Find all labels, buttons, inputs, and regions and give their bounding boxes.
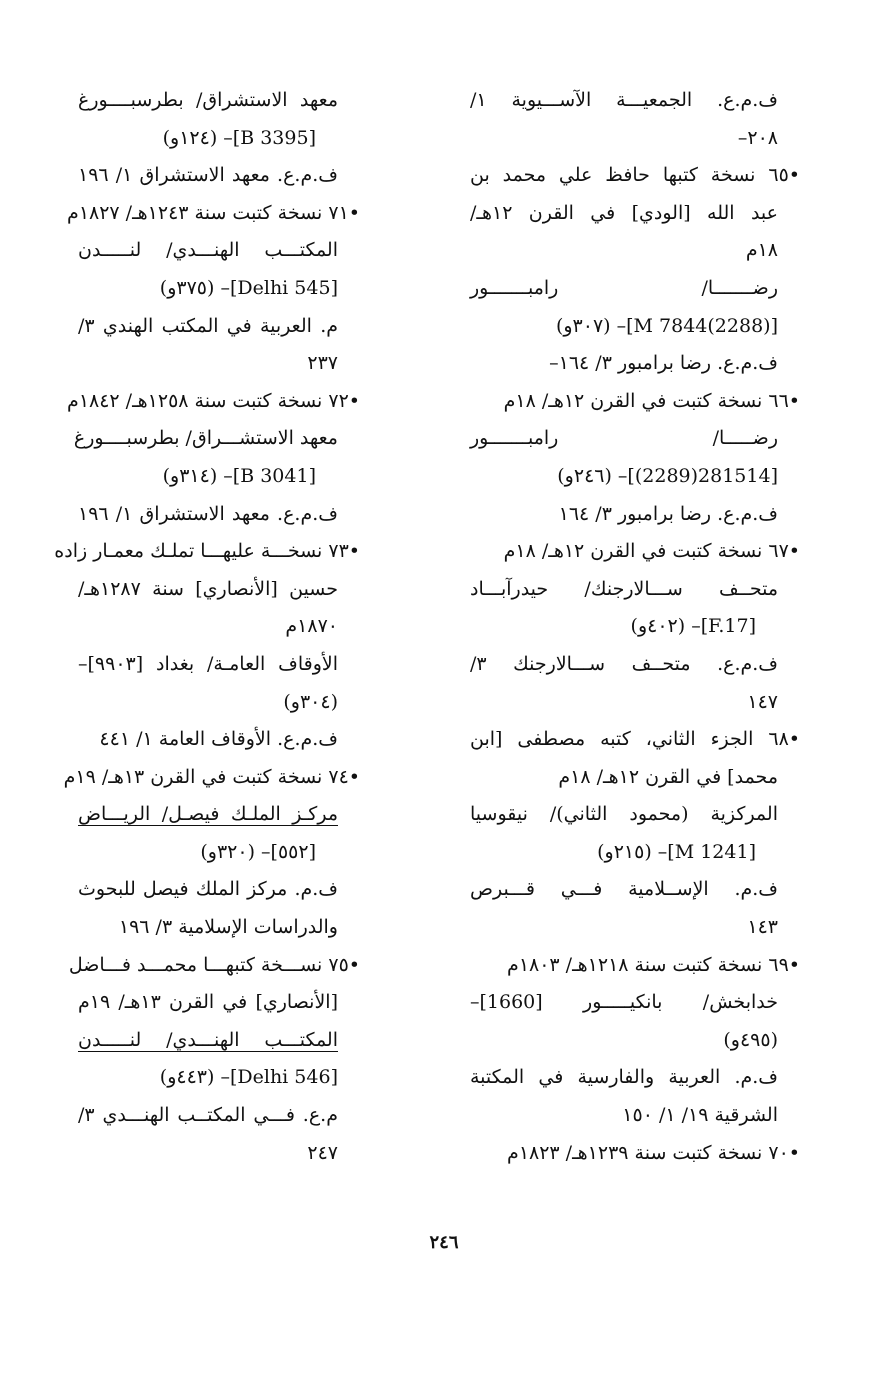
text-line: •٦٥ نسخة كتبها حافظ علي محمد بن [470,164,800,187]
text-line: معهد الاستشـــراق/ بطرسبــــورغ [73,427,338,450]
text-line: عبد الله [الودي] في القرن ١٢هـ/ [470,201,778,224]
text-line: ١٨م [745,239,778,262]
text-line: ف.م.ع. الجمعيـــة الآســـيوية ١/ [470,89,778,111]
text-line: المركزية (محمود الثاني)/ نيقوسيا [470,803,778,826]
text-line: [F.17]– (٤٠٢و) [630,615,756,638]
text-line: ف.م. مركز الملك فيصل للبحوث [78,878,338,901]
text-line: •٧٥ نســـخة كتبهـــا محمـــد فـــاضل [68,953,360,976]
text-line: رضـــــــا/ رامبـــــــور [470,276,778,299]
text-line: ١٨٧٠م [285,615,338,638]
text-line: ١٤٧ [747,690,778,713]
text-line: •٦٧ نسخة كتبت في القرن ١٢هـ/ ١٨م [503,540,800,563]
text-line: ف.م.ع. متحــف ســـالارجنك ٣/ [470,652,778,675]
text-line: م.ع. فـــي المكتــب الهنـــدي ٣/ [78,1104,338,1127]
text-line: [B 3041]– (٣١٤و) [162,464,316,487]
text-line: [B 3395]– (١٢٤و) [162,126,316,149]
text-line: [281514(2289)]– (٢٤٦و) [557,464,778,487]
text-line: •٧٤ نسخة كتبت في القرن ١٣هـ/ ١٩م [63,765,360,788]
text-line: ٢٠٨– [737,126,778,149]
text-line: ف.م. الإســلامية فـــي قـــبرص [470,878,778,901]
text-line: •٦٩ نسخة كتبت سنة ١٢١٨هـ/ ١٨٠٣م [507,953,800,976]
text-line: ١٤٣ [747,916,778,939]
text-line: [٥٥٢]– (٣٢٠و) [200,840,316,863]
text-line: ف.م. العربية والفارسية في المكتبة [470,1066,778,1089]
text-line: •٦٨ الجزء الثاني، كتبه مصطفى [ابن [470,728,800,751]
text-line: ف.م.ع. معهد الاستشراق ١/ ١٩٦ [78,502,338,525]
right-column [470,82,800,1172]
text-line: ف.م.ع. الأوقاف العامة ١/ ٤٤١ [99,728,338,751]
text-line: •٦٦ نسخة كتبت في القرن ١٢هـ/ ١٨م [503,389,800,412]
text-line: معهد الاستشراق/ بطرسبــــورغ [78,89,338,111]
text-line: [M 1241]– (٢١٥و) [597,840,756,863]
text-line: رضـــــا/ رامبـــــــور [470,427,778,450]
text-line: متحــف ســـالارجنك/ حيدرآبـــاد [470,577,778,600]
text-line: ٢٣٧ [307,352,338,375]
text-line: ف.م.ع. رضا برامبور ٣/ ١٦٤ [558,502,778,525]
text-line: •٧٣ نسخـــة عليهـــا تملـك معمـار زاده [54,540,360,563]
text-line: محمد] في القرن ١٢هـ/ ١٨م [558,765,778,788]
text-line: المكتـــب الهنـــدي/ لنـــــدن [78,1028,338,1051]
text-line: خدابخش/ بانكيـــــور [1660]– [470,991,778,1014]
text-line: •٧١ نسخة كتبت سنة ١٢٤٣هـ/ ١٨٢٧م [67,201,360,224]
text-line: مركـز الملـك فيصـل/ الريـــاض [78,803,338,826]
text-line: الشرقية ١٩/ ١/ ١٥٠ [622,1104,778,1127]
text-line: الأوقاف العامـة/ بغداد [٩٩٠٣]– [78,652,338,675]
text-line: ف.م.ع. معهد الاستشراق ١/ ١٩٦ [78,164,338,187]
text-line: ف.م.ع. رضا برامبور ٣/ ١٦٤– [549,352,778,375]
text-line: [M 7844(2288)]– (٣٠٧و) [555,314,778,337]
text-line: [Delhi 545]– (٣٧٥و) [159,276,338,299]
text-line: والدراسات الإسلامية ٣/ ١٩٦ [118,916,338,939]
page-number: ٢٤٦ [429,1232,459,1253]
left-column [54,82,360,1172]
text-line: [Delhi 546]– (٤٤٣و) [159,1066,338,1089]
text-line: •٧٠ نسخة كتبت سنة ١٢٣٩هـ/ ١٨٢٣م [507,1141,800,1164]
text-line: ٢٤٧ [307,1141,338,1164]
text-line: م. العربية في المكتب الهندي ٣/ [78,314,338,337]
text-line: المكتـــب الهنـــدي/ لنـــــدن [78,239,338,262]
text-line: (٣٠٤و) [283,690,338,713]
text-line: (٤٩٥و) [723,1028,778,1051]
text-line: •٧٢ نسخة كتبت سنة ١٢٥٨هـ/ ١٨٤٢م [67,389,360,412]
text-line: حسين [الأنصاري] سنة ١٢٨٧هـ/ [78,577,338,600]
text-line: [الأنصاري] في القرن ١٣هـ/ ١٩م [78,991,338,1014]
